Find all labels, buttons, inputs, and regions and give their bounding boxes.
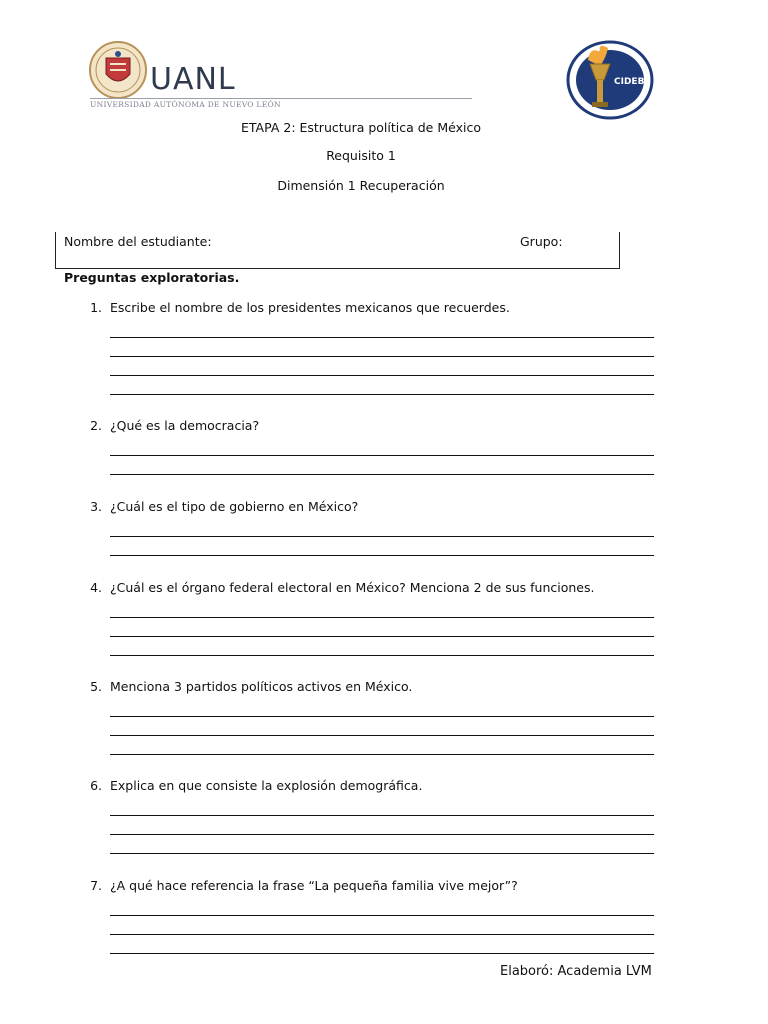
- question-text: Escribe el nombre de los presidentes mexicanos que recuerdes.: [110, 300, 510, 315]
- answer-line[interactable]: [110, 356, 654, 357]
- question-number: 2.: [90, 418, 102, 433]
- answer-line[interactable]: [110, 455, 654, 456]
- question-text: ¿Cuál es el órgano federal electoral en México? Menciona 2 de sus funciones.: [110, 580, 595, 595]
- question-number: 3.: [90, 499, 102, 514]
- student-name-label: Nombre del estudiante:: [64, 234, 212, 249]
- uanl-seal-icon: [88, 40, 148, 100]
- header-rule: [90, 98, 472, 99]
- section-title: Preguntas exploratorias.: [64, 270, 240, 285]
- question-number: 7.: [90, 878, 102, 893]
- question-text: ¿A qué hace referencia la frase “La pequeña familia vive mejor”?: [110, 878, 518, 893]
- answer-line[interactable]: [110, 735, 654, 736]
- answer-line[interactable]: [110, 754, 654, 755]
- question-text: Menciona 3 partidos políticos activos en México.: [110, 679, 413, 694]
- answer-line[interactable]: [110, 555, 654, 556]
- question-number: 4.: [90, 580, 102, 595]
- question-text: ¿Cuál es el tipo de gobierno en México?: [110, 499, 359, 514]
- answer-line[interactable]: [110, 834, 654, 835]
- question-text: Explica en que consiste la explosión demográfica.: [110, 778, 423, 793]
- answer-line[interactable]: [110, 636, 654, 637]
- answer-line[interactable]: [110, 953, 654, 954]
- answer-line[interactable]: [110, 655, 654, 656]
- uanl-wordmark: UANL: [150, 62, 236, 97]
- answer-line[interactable]: [110, 337, 654, 338]
- answer-line[interactable]: [110, 716, 654, 717]
- stage-title: ETAPA 2: Estructura política de México: [240, 120, 481, 135]
- question-number: 1.: [90, 300, 102, 315]
- answer-line[interactable]: [110, 934, 654, 935]
- dimension-title: Dimensión 1 Recuperación: [277, 178, 445, 193]
- requirement-title: Requisito 1: [326, 148, 396, 163]
- uanl-subtitle: UNIVERSIDAD AUTÓNOMA DE NUEVO LEÓN: [90, 100, 281, 109]
- group-label: Grupo:: [520, 234, 563, 249]
- answer-line[interactable]: [110, 853, 654, 854]
- answer-line[interactable]: [110, 375, 654, 376]
- answer-line[interactable]: [110, 394, 654, 395]
- footer-credit: Elaboró: Academia LVM: [500, 964, 652, 979]
- cideb-logo-text: CIDEB: [614, 77, 645, 87]
- question-text: ¿Qué es la democracia?: [110, 418, 260, 433]
- cideb-logo: [560, 38, 656, 122]
- answer-line[interactable]: [110, 617, 654, 618]
- cideb-torch-icon: [560, 38, 656, 122]
- question-number: 6.: [90, 778, 102, 793]
- answer-line[interactable]: [110, 536, 654, 537]
- question-number: 5.: [90, 679, 102, 694]
- answer-line[interactable]: [110, 474, 654, 475]
- answer-line[interactable]: [110, 815, 654, 816]
- answer-line[interactable]: [110, 915, 654, 916]
